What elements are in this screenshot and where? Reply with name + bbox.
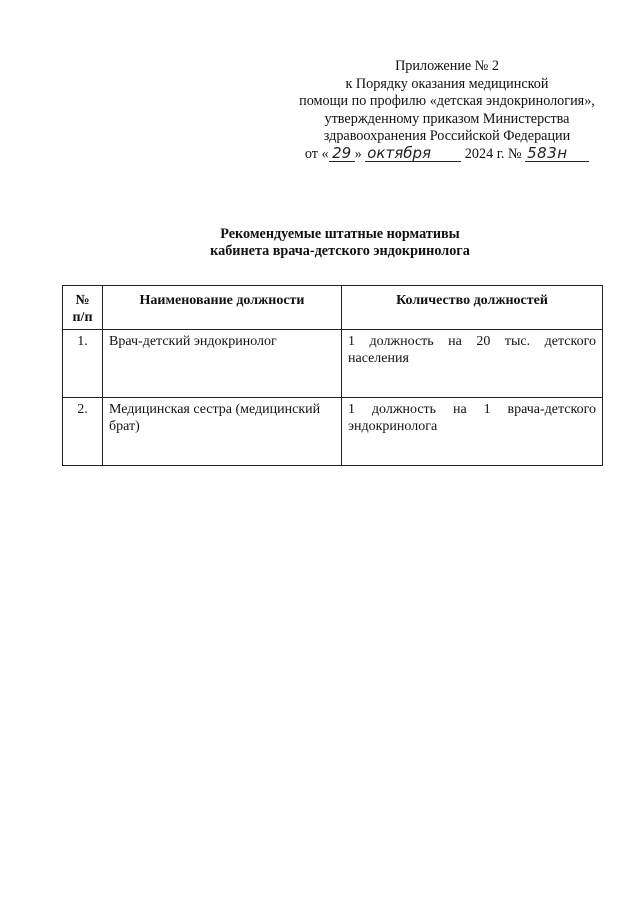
table-row <box>63 330 603 398</box>
cell-count: 1 должность на 20 тыс. детского населения <box>342 330 603 398</box>
staffing-table <box>62 285 603 466</box>
document-title <box>60 226 620 260</box>
date-year: 2024 г. № <box>464 145 522 162</box>
appendix-header <box>282 58 612 164</box>
title-line-2: кабинета врача-детского эндокринолога <box>210 243 470 259</box>
table-row <box>63 398 603 466</box>
header-count: Количество должностей <box>342 286 603 330</box>
handwritten-day: 29 <box>329 146 355 162</box>
handwritten-month: октября <box>365 146 461 162</box>
cell-position: Медицинская сестра (медицинский брат) <box>103 398 342 466</box>
cell-num: 1. <box>63 330 103 398</box>
handwritten-order-number: 583н <box>525 146 589 162</box>
table-header-row <box>63 286 603 330</box>
appendix-line: к Порядку оказания медицинской <box>345 75 549 92</box>
appendix-line: Приложение № 2 <box>395 58 499 74</box>
appendix-line: помощи по профилю «детская эндокринология», <box>299 93 595 110</box>
cell-count: 1 должность на 1 врача-детского эндокринолога <box>342 398 603 466</box>
header-num: № п/п <box>63 286 103 330</box>
order-date-line <box>282 143 612 164</box>
date-prefix: от « <box>304 145 329 162</box>
date-quote-close: » <box>354 145 362 162</box>
appendix-line: утвержденному приказом Министерства <box>324 110 570 127</box>
title-line-1: Рекомендуемые штатные нормативы <box>220 226 460 242</box>
appendix-line: здравоохранения Российской Федерации <box>323 128 571 145</box>
cell-num: 2. <box>63 398 103 466</box>
header-position: Наименование должности <box>103 286 342 330</box>
cell-position: Врач-детский эндокринолог <box>103 330 342 398</box>
